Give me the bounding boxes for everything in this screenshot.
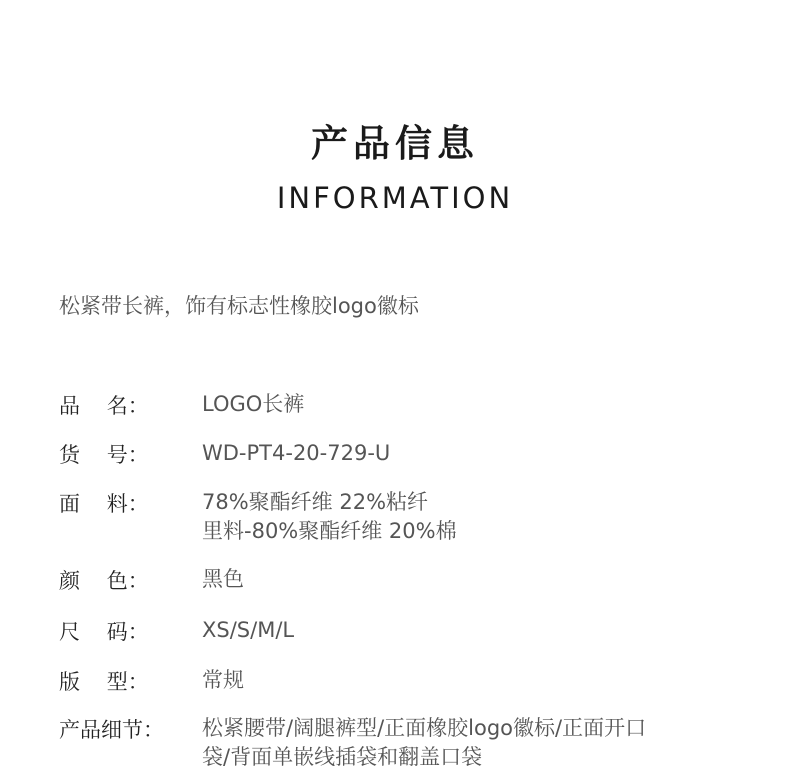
spec-label: 品 名： xyxy=(59,394,149,418)
spec-value-line: WD-PT4-20-729-U xyxy=(202,441,391,465)
spec-value xyxy=(202,714,732,772)
spec-value xyxy=(202,439,732,468)
page-subtitle: INFORMATION xyxy=(276,181,514,215)
spec-value-line: 松紧腰带/阔腿裤型/正面橡胶logo徽标/正面开口 xyxy=(202,716,647,740)
product-description: 松紧带长裤，饰有标志性橡胶logo徽标 xyxy=(59,294,419,318)
spec-value-line: XS/S/M/L xyxy=(202,618,295,642)
spec-value-line: 袋/背面单嵌线插袋和翻盖口袋 xyxy=(202,745,483,769)
spec-label: 产品细节： xyxy=(59,718,164,742)
spec-value xyxy=(202,488,732,546)
spec-label: 货 号： xyxy=(59,443,149,467)
spec-label: 尺 码： xyxy=(59,620,149,644)
spec-value-line: 常规 xyxy=(202,668,244,692)
spec-value xyxy=(202,666,732,695)
page-title: 产品信息 xyxy=(311,122,479,165)
spec-value xyxy=(202,390,732,419)
spec-label: 颜 色： xyxy=(59,569,149,593)
spec-value-line: LOGO长裤 xyxy=(202,392,305,416)
spec-value xyxy=(202,565,732,594)
spec-value-line: 里料-80%聚酯纤维 20%棉 xyxy=(202,519,457,543)
spec-value-line: 78%聚酯纤维 22%粘纤 xyxy=(202,490,429,514)
spec-value xyxy=(202,616,732,645)
spec-label: 面 料： xyxy=(59,492,149,516)
spec-label: 版 型： xyxy=(59,670,149,694)
spec-value-line: 黑色 xyxy=(202,567,244,591)
